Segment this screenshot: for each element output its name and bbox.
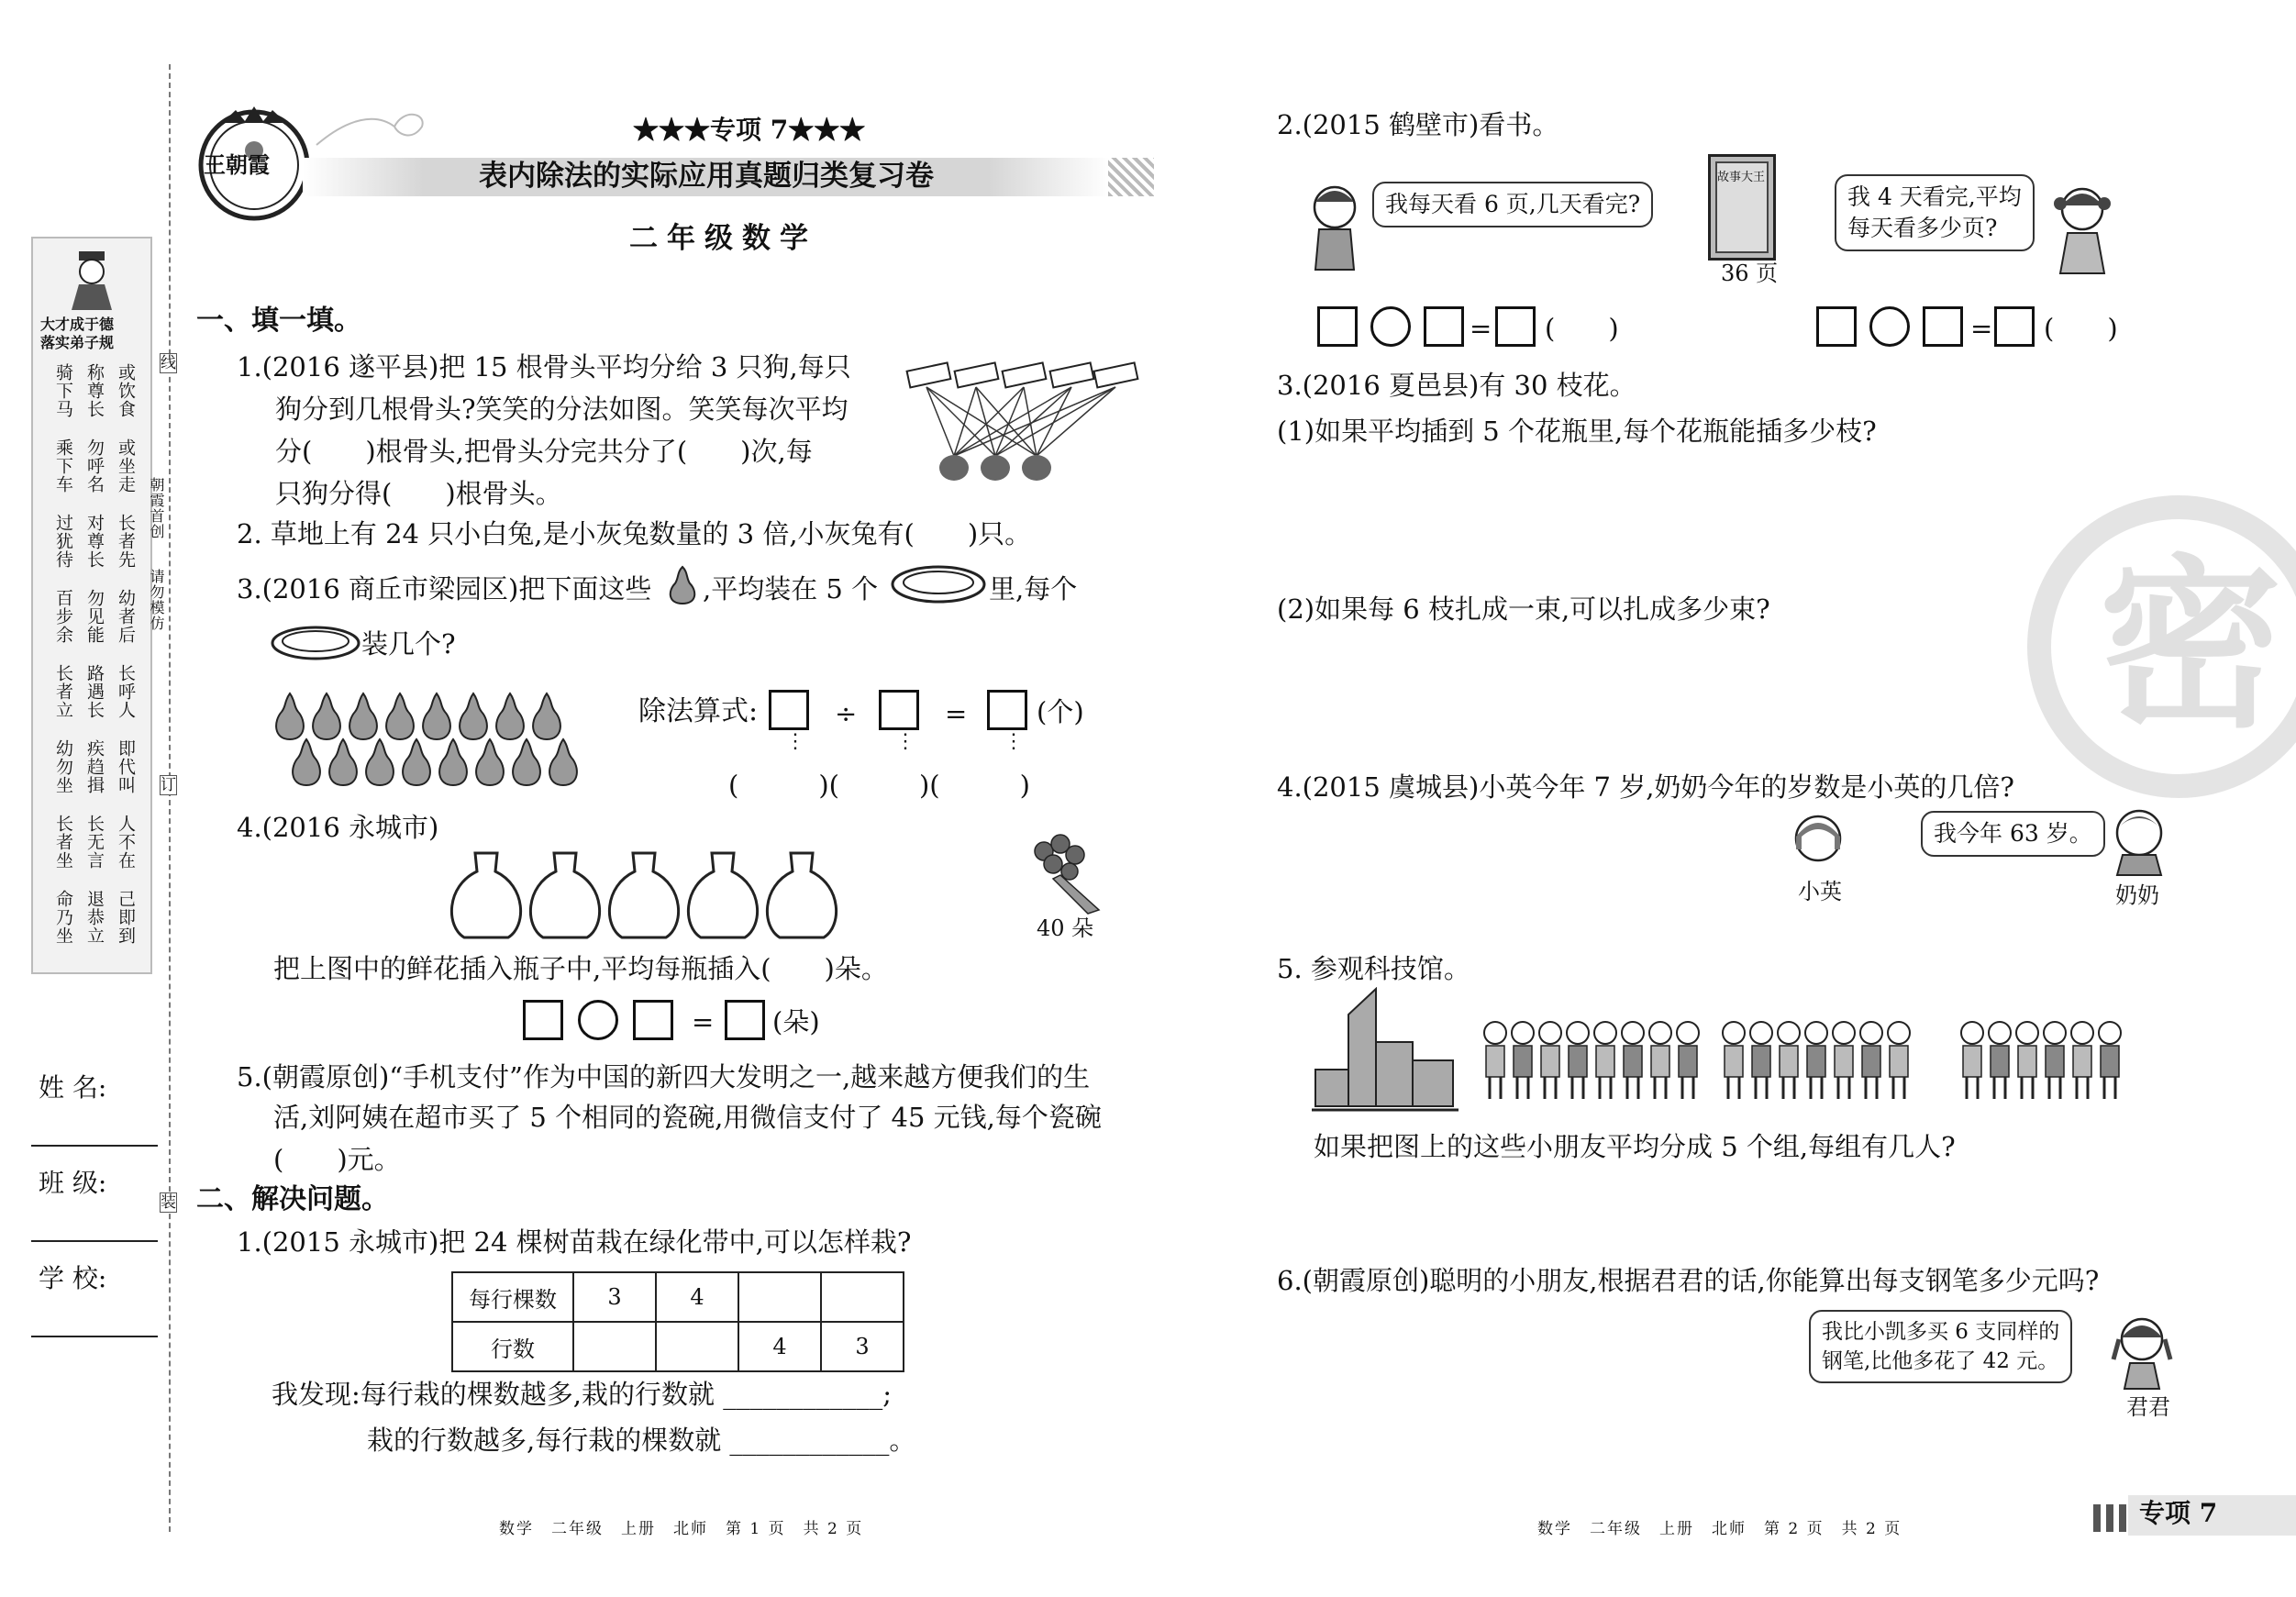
name-field-label: 姓 名: xyxy=(39,1072,107,1103)
finding-line-2[interactable]: 栽的行数越多,每行栽的棵数就 ____________。 xyxy=(367,1425,916,1456)
q1-line-2: 狗分到几根骨头?笑笑的分法如图。笑笑每次平均 xyxy=(275,394,849,425)
junjun-name: 君君 xyxy=(2126,1394,2170,1420)
tab-marker-label: 专项 7 xyxy=(2139,1498,2218,1528)
operator-circle[interactable] xyxy=(1869,306,1910,347)
table-cell: 每行棵数 xyxy=(452,1272,573,1322)
class-field-label: 班 级: xyxy=(39,1168,107,1198)
table-cell: 3 xyxy=(821,1322,904,1371)
equals-sign: = xyxy=(692,1006,715,1037)
q3-text-c: 里,每个 xyxy=(989,573,1078,604)
child-icon xyxy=(2071,1022,2093,1099)
pear-icon xyxy=(366,739,394,785)
class-field-line[interactable] xyxy=(31,1240,158,1242)
xiaoying-name: 小英 xyxy=(1798,879,1842,904)
book-pages: 36 页 xyxy=(1721,261,1779,286)
q1-line-4: 只狗分得( )根骨头。 xyxy=(275,478,562,509)
child-icon xyxy=(1805,1022,1827,1099)
table-cell[interactable] xyxy=(573,1322,656,1371)
child-icon xyxy=(2044,1022,2066,1099)
q5-line-3: ( )元。 xyxy=(273,1144,401,1175)
q3-paren-row: ( )( )( ) xyxy=(728,770,1030,801)
motto-column: 己即到 xyxy=(116,890,136,945)
child-icon xyxy=(1888,1022,1910,1099)
grandma-speech-bubble: 我今年 63 岁。 xyxy=(1921,811,2105,857)
table-cell[interactable] xyxy=(656,1322,738,1371)
answer-box[interactable] xyxy=(1495,306,1536,347)
junjun-bubble-line-2: 钢笔,比他多花了 42 元。 xyxy=(1822,1349,2059,1373)
tab-marker-dots xyxy=(2093,1504,2130,1532)
science-museum-icon xyxy=(1312,987,1459,1115)
r-q6-title: 6.(朝霞原创)聪明的小朋友,根据君君的话,你能算出每支钢笔多少元吗? xyxy=(1277,1265,2100,1296)
answer-box[interactable] xyxy=(633,1000,673,1040)
answer-box[interactable] xyxy=(523,1000,563,1040)
motto-column: 长者立 xyxy=(53,664,73,719)
pear-icon xyxy=(496,693,524,739)
r-q3-part-2: (2)如果每 6 枝扎成一束,可以扎成多少束? xyxy=(1277,593,1770,625)
book-title: 故事大王 xyxy=(1717,171,1766,184)
pear-icon xyxy=(439,739,467,785)
table-cell[interactable] xyxy=(821,1272,904,1322)
child-icon xyxy=(1833,1022,1855,1099)
motto-column: 勿见能 xyxy=(84,589,105,644)
girl-bubble-line-2: 每天看多少页? xyxy=(1847,215,1998,241)
vertical-note-1: 朝霞首创 xyxy=(148,477,165,539)
q3-text-a: 3.(2016 商丘市梁园区)把下面这些 xyxy=(237,573,652,604)
child-icon xyxy=(1567,1022,1589,1099)
table-cell[interactable] xyxy=(738,1272,821,1322)
child-icon xyxy=(1594,1022,1616,1099)
motto-column: 过犹待 xyxy=(53,514,73,569)
answer-box[interactable] xyxy=(769,690,809,730)
motto-column: 对尊长 xyxy=(84,514,105,569)
child-icon xyxy=(1860,1022,1882,1099)
child-icon xyxy=(2016,1022,2038,1099)
q4-unit: (朵) xyxy=(772,1006,820,1037)
junjun-bubble-line-1: 我比小凯多买 6 支同样的 xyxy=(1822,1320,2060,1344)
footer-left: 数学 二年级 上册 北师 第 1 页 共 2 页 xyxy=(499,1520,864,1538)
motto-column: 即代叫 xyxy=(116,739,136,794)
child-icon xyxy=(1961,1022,1983,1099)
name-field-line[interactable] xyxy=(31,1145,158,1147)
answer-box[interactable] xyxy=(725,1000,765,1040)
pear-icon xyxy=(423,693,450,739)
child-icon xyxy=(1512,1022,1534,1099)
dots: ⋮ xyxy=(785,730,805,753)
vase-icon xyxy=(688,853,757,937)
grandma-name: 奶奶 xyxy=(2115,882,2159,908)
q3-unit: (个) xyxy=(1037,696,1084,727)
girl-icon xyxy=(2046,180,2119,275)
child-icon xyxy=(1649,1022,1671,1099)
vase-icon xyxy=(609,853,678,937)
junjun-speech-bubble xyxy=(1809,1310,2072,1383)
motto-column: 长无言 xyxy=(84,815,105,870)
answer-box[interactable] xyxy=(1317,306,1358,347)
pear-icon xyxy=(386,693,414,739)
motto-column: 乘下车 xyxy=(53,438,73,494)
sidebar-motto-panel xyxy=(31,237,152,974)
vases-group xyxy=(444,849,838,943)
child-icon xyxy=(1778,1022,1800,1099)
pear-icon xyxy=(349,693,377,739)
q5-line-1: 5.(朝霞原创)“手机支付”作为中国的新四大发明之一,越来越方便我们的生 xyxy=(237,1061,1091,1092)
plate-icon xyxy=(890,563,987,605)
girl-speech-bubble xyxy=(1835,174,2035,251)
answer-paren[interactable]: ( ) xyxy=(1545,313,1619,344)
cut-mark-2: 订 xyxy=(161,776,176,794)
r-q5-text: 如果把图上的这些小朋友平均分成 5 个组,每组有几人? xyxy=(1314,1131,1956,1162)
q3-formula-label: 除法算式: xyxy=(638,695,759,727)
section-1-heading: 一、填一填。 xyxy=(196,305,361,337)
q3-text-b: ,平均装在 5 个 xyxy=(703,573,879,604)
operator-circle[interactable] xyxy=(1370,306,1411,347)
boy-icon xyxy=(1303,180,1367,272)
child-icon xyxy=(1750,1022,1772,1099)
vase-icon xyxy=(767,853,836,937)
banner-dots xyxy=(1108,158,1154,196)
pear-icon xyxy=(533,693,560,739)
school-field-line[interactable] xyxy=(31,1336,158,1337)
operator-circle[interactable] xyxy=(578,1000,618,1040)
boy-speech-bubble: 我每天看 6 页,几天看完? xyxy=(1372,182,1653,227)
r-q3-title: 3.(2016 夏邑县)有 30 枝花。 xyxy=(1277,370,1636,401)
pear-icon xyxy=(276,693,304,739)
motto-column: 骑下马 xyxy=(53,363,73,418)
q1-line-3: 分( )根骨头,把骨头分完共分了( )次,每 xyxy=(275,436,813,467)
q4-title: 4.(2016 永城市) xyxy=(237,812,439,843)
equals-sign: = xyxy=(1970,313,1993,344)
finding-line-1[interactable]: 我发现:每行栽的棵数越多,栽的行数就 ____________; xyxy=(272,1379,892,1410)
answer-box[interactable] xyxy=(1994,306,2035,347)
dots: ⋮ xyxy=(895,730,915,753)
q3-text-d: 装几个? xyxy=(361,628,456,660)
pear-icon xyxy=(549,739,577,785)
grandma-icon xyxy=(2106,802,2172,877)
logo-ribbon xyxy=(312,108,431,163)
p1-title: 1.(2015 永城市)把 24 棵树苗栽在绿化带中,可以怎样栽? xyxy=(237,1226,912,1258)
junjun-icon xyxy=(2110,1312,2174,1391)
pear-icon xyxy=(329,739,357,785)
table-row xyxy=(452,1322,904,1371)
binding-line xyxy=(169,64,171,1532)
child-icon xyxy=(1539,1022,1561,1099)
motto-column: 路遇长 xyxy=(84,664,105,719)
pears-group xyxy=(272,686,583,794)
table-cell: 4 xyxy=(656,1272,738,1322)
answer-box[interactable] xyxy=(1816,306,1857,347)
motto-column: 长者先 xyxy=(116,514,136,569)
child-icon xyxy=(1723,1022,1745,1099)
child-icon xyxy=(1622,1022,1644,1099)
flower-count: 40 朵 xyxy=(1037,915,1094,941)
r-q4-title: 4.(2015 虞城县)小英今年 7 岁,奶奶今年的岁数是小英的几倍? xyxy=(1277,771,2014,803)
equals-sign: = xyxy=(945,698,968,729)
bones-dogs-figure xyxy=(899,360,1147,488)
pear-icon xyxy=(664,563,701,607)
section-2-heading: 二、解决问题。 xyxy=(196,1183,389,1215)
vase-icon xyxy=(530,853,599,937)
pear-icon xyxy=(313,693,340,739)
flower-bouquet-icon xyxy=(1016,831,1104,915)
q1-line-1: 1.(2016 遂平县)把 15 根骨头平均分给 3 只狗,每只 xyxy=(237,351,851,383)
motto-column: 退恭立 xyxy=(84,890,105,945)
motto-column: 勿呼名 xyxy=(84,438,105,494)
q5-line-2: 活,刘阿姨在超市买了 5 个相同的瓷碗,用微信支付了 45 元钱,每个瓷碗 xyxy=(273,1102,1102,1133)
motto-column: 百步余 xyxy=(53,589,73,644)
motto-column: 或饮食 xyxy=(116,363,136,418)
grade-subtitle: 二年级数学 xyxy=(629,222,817,255)
r-q3-part-1: (1)如果平均插到 5 个花瓶里,每个花瓶能插多少枝? xyxy=(1277,416,1877,447)
xiaoying-icon xyxy=(1789,809,1847,873)
answer-box[interactable] xyxy=(1424,306,1464,347)
motto-column: 长呼人 xyxy=(116,664,136,719)
pear-icon xyxy=(293,739,320,785)
answer-box[interactable] xyxy=(1923,306,1963,347)
motto-line-2: 落实弟子规 xyxy=(40,334,115,351)
pear-icon xyxy=(460,693,487,739)
q4-text: 把上图中的鲜花插入瓶子中,平均每瓶插入( )朵。 xyxy=(273,953,888,984)
vertical-note-2: 请勿模仿 xyxy=(148,569,165,631)
motto-column: 称尊长 xyxy=(84,363,105,418)
pear-icon xyxy=(476,739,504,785)
motto-column: 幼勿坐 xyxy=(53,739,73,794)
cut-mark-3: 装 xyxy=(161,1193,176,1212)
table-cell: 行数 xyxy=(452,1322,573,1371)
tree-table xyxy=(451,1271,904,1372)
pear-icon xyxy=(403,739,430,785)
table-cell: 3 xyxy=(573,1272,656,1322)
r-q5-title: 5. 参观科技馆。 xyxy=(1277,953,1470,984)
motto-column: 或坐走 xyxy=(116,438,136,494)
child-icon xyxy=(1989,1022,2011,1099)
table-row xyxy=(452,1272,904,1322)
page-title: 表内除法的实际应用真题归类复习卷 xyxy=(479,160,934,193)
motto-column: 命乃坐 xyxy=(53,890,73,945)
answer-paren[interactable]: ( ) xyxy=(2044,313,2118,344)
motto-column: 人不在 xyxy=(116,815,136,870)
secret-seal-char: 密 xyxy=(2099,539,2283,753)
table-cell: 4 xyxy=(738,1322,821,1371)
child-icon xyxy=(1484,1022,1506,1099)
children-group xyxy=(1481,1013,2123,1104)
child-icon xyxy=(2099,1022,2121,1099)
motto-column: 长者坐 xyxy=(53,815,73,870)
equals-sign: = xyxy=(1470,313,1492,344)
cut-mark-1: 线 xyxy=(161,354,176,372)
r-q2-title: 2.(2015 鹤壁市)看书。 xyxy=(1277,109,1559,140)
vase-icon xyxy=(451,853,520,937)
plate-icon xyxy=(270,624,361,662)
footer-right: 数学 二年级 上册 北师 第 2 页 共 2 页 xyxy=(1537,1520,1902,1538)
pear-icon xyxy=(513,739,540,785)
motto-column: 幼者后 xyxy=(116,589,136,644)
motto-column: 疾趋揖 xyxy=(84,739,105,794)
answer-box[interactable] xyxy=(987,690,1027,730)
divide-sign: ÷ xyxy=(835,698,858,729)
motto-line-1: 大才成于德 xyxy=(40,316,115,333)
girl-bubble-line-1: 我 4 天看完,平均 xyxy=(1847,183,2022,210)
header-badge: ★★★专项 7★★★ xyxy=(633,115,866,145)
scholar-figure-icon xyxy=(62,248,121,312)
logo-text: 王朝霞 xyxy=(204,151,270,178)
child-icon xyxy=(1677,1022,1699,1099)
school-field-label: 学 校: xyxy=(39,1263,107,1293)
answer-box[interactable] xyxy=(879,690,919,730)
q2-text: 2. 草地上有 24 只小白兔,是小灰兔数量的 3 倍,小灰兔有( )只。 xyxy=(237,518,1032,549)
dots: ⋮ xyxy=(1004,730,1024,753)
